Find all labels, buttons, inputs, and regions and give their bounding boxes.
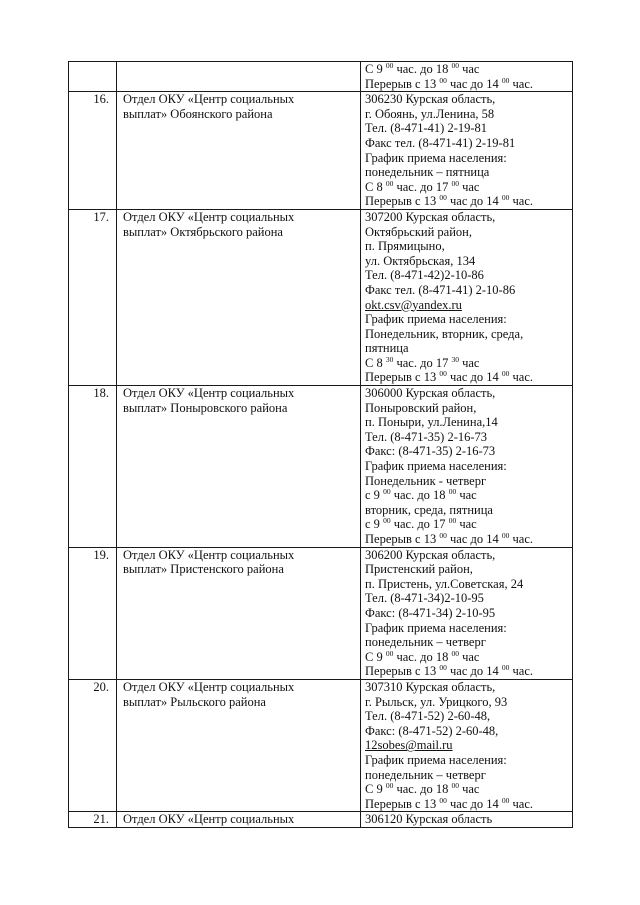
contact-line [365,812,572,827]
office-name-line: выплат» Рыльского района [123,694,266,709]
contact-line [365,650,572,665]
contact-text: час. до 18 [390,488,449,503]
time-minutes: 00 [439,664,447,673]
contact-line [365,562,572,577]
contact-text: пятница [365,341,409,356]
contact-text: Перерыв с 13 [365,664,440,679]
contact-text: Факс: (8-471-35) 2-16-73 [365,444,496,459]
time-minutes: 00 [451,782,459,791]
row-number: 21. [69,812,117,828]
office-contacts-cell [361,812,573,828]
table-row [69,209,573,385]
contact-text: Перерыв с 13 [365,194,440,209]
office-name-cell [117,547,361,679]
contact-text: ул. Октябрьская, 134 [365,253,476,268]
contact-text: с 9 [365,488,384,503]
office-name-line: Отдел ОКУ «Центр социальных [123,812,295,827]
contact-text: понедельник – пятница [365,165,490,180]
email-link[interactable]: okt.csv@yandex.ru [365,297,462,312]
contact-text: час [456,517,477,532]
contact-text: С 9 [365,649,386,664]
contact-text: час. до 17 [393,179,452,194]
contact-text: г. Рыльск, ул. Урицкого, 93 [365,694,508,709]
contact-text: час. [509,76,533,91]
contact-text: 306000 Курская область, [365,386,496,401]
office-contacts-cell [361,209,573,385]
office-contacts-cell [361,547,573,679]
time-minutes: 00 [501,664,510,673]
contact-text: час до 14 [446,194,502,209]
row-number [69,62,117,92]
time-minutes: 00 [385,649,394,658]
row-number: 16. [69,92,117,210]
contact-text: п. Прямицыно, [365,239,445,254]
contact-line [365,664,572,679]
contact-line [365,503,572,518]
time-minutes: 00 [501,194,510,203]
contact-text: час. до 18 [393,649,452,664]
contact-text: Понедельник - четверг [365,473,487,488]
table-row [69,92,573,210]
contact-line [365,210,572,225]
contact-line [365,327,572,342]
office-name-cell [117,386,361,548]
contact-line [365,239,572,254]
contact-line [365,430,572,445]
contact-text: п. Поныри, ул.Ленина,14 [365,415,498,430]
contact-text: час [458,782,480,797]
contact-line [365,165,572,180]
contact-line [365,151,572,166]
time-minutes: 00 [501,370,510,379]
contact-text: час [458,649,480,664]
contact-text: час до 14 [446,76,502,91]
contact-line [365,136,572,151]
time-minutes: 00 [383,517,391,526]
contact-text: Пристенский район, [365,562,473,577]
contact-text: п. Пристень, ул.Советская, 24 [365,576,524,591]
contact-line [365,709,572,724]
office-name-line: Отдел ОКУ «Центр социальных [123,209,295,224]
contact-text: час. [509,796,533,811]
office-name-line: выплат» Поныровского района [123,400,288,415]
contact-line [365,724,572,739]
time-minutes: 00 [439,76,447,85]
time-minutes: 00 [385,62,394,70]
time-minutes: 00 [385,782,394,791]
office-name-cell [117,209,361,385]
contact-text: Тел. (8-471-35) 2-16-73 [365,429,488,444]
contact-text: График приема населения: [365,752,507,767]
contact-text: час. [509,664,533,679]
contact-text: График приема населения: [365,150,507,165]
contact-text: час. до 17 [390,517,449,532]
contact-text: Перерыв с 13 [365,796,440,811]
contact-line [365,532,572,547]
time-minutes: 00 [451,179,459,188]
contact-line [365,107,572,122]
time-minutes: 00 [501,76,510,85]
contact-text: Факс: (8-471-52) 2-60-48, [365,723,499,738]
office-contacts-cell [361,62,573,92]
time-minutes: 00 [501,532,510,540]
contact-text: с 9 [365,517,384,532]
contact-text: Октябрьский район, [365,224,472,239]
contact-line [365,591,572,606]
contact-text: час. [509,532,533,546]
contact-text: 307310 Курская область, [365,679,496,694]
office-name-line: выплат» Октябрьского района [123,224,283,239]
contact-line [365,312,572,327]
contact-text: г. Обоянь, ул.Ленина, 58 [365,106,495,121]
contact-text: Понедельник, вторник, среда, [365,326,524,341]
contact-text: Поныровский район, [365,400,477,415]
row-number: 20. [69,679,117,811]
contact-text: 306120 Курская область [365,812,493,827]
time-minutes: 00 [451,62,459,70]
time-minutes: 00 [451,649,459,658]
contact-line [365,621,572,636]
contact-text: 307200 Курская область, [365,209,496,224]
contact-line [365,680,572,695]
contact-text: час до 14 [446,532,502,546]
office-name-line: Отдел ОКУ «Центр социальных [123,92,295,107]
contact-text: час. до 17 [393,355,452,370]
contact-text: Тел. (8-471-34)2-10-95 [365,591,484,606]
office-name-cell [117,92,361,210]
office-name-cell [117,812,361,828]
contact-line [365,517,572,532]
contact-text: С 9 [365,62,386,76]
contact-line [365,797,572,812]
contact-line [365,92,572,107]
contact-line [365,283,572,298]
office-contacts-cell [361,92,573,210]
contact-line [365,474,572,489]
contact-text: Факс тел. (8-471-41) 2-10-86 [365,282,516,297]
contact-line [365,444,572,459]
office-name-line: выплат» Пристенского района [123,562,284,577]
office-contacts-cell [361,386,573,548]
contact-text: понедельник – четверг [365,635,486,650]
contact-text: График приема населения: [365,620,507,635]
time-minutes: 00 [439,370,447,379]
contact-text: С 8 [365,179,386,194]
contact-text: Факс: (8-471-34) 2-10-95 [365,605,496,620]
contact-text: Тел. (8-471-52) 2-60-48, [365,709,491,724]
contact-line [365,606,572,621]
contact-text: Перерыв с 13 [365,370,440,385]
contact-text: 306200 Курская область, [365,547,496,562]
contact-text: час. [509,370,533,385]
contact-text: 306230 Курская область, [365,92,496,107]
table-row [69,547,573,679]
contact-line [365,298,572,313]
time-minutes: 00 [439,532,447,540]
contact-line [365,401,572,416]
contact-line [365,268,572,283]
email-link[interactable]: 12sobes@mail.ru [365,738,453,753]
office-contacts-cell [361,679,573,811]
contact-text: час [458,62,480,76]
contact-text: час [458,179,480,194]
contact-line [365,180,572,195]
contact-text: час. до 18 [393,62,452,76]
contact-line [365,386,572,401]
contact-text: час до 14 [446,370,502,385]
contact-text: вторник, среда, пятница [365,502,493,517]
contact-text: час [458,355,480,370]
contact-text: График приема населения: [365,312,507,327]
time-minutes: 00 [383,488,391,497]
contact-line [365,577,572,592]
row-number: 19. [69,547,117,679]
contact-text: Тел. (8-471-42)2-10-86 [365,268,484,283]
contact-line [365,782,572,797]
contact-text: Перерыв с 13 [365,76,440,91]
contact-line [365,121,572,136]
time-minutes: 00 [439,194,447,203]
contact-line [365,753,572,768]
contact-line [365,548,572,563]
contact-text: График приема населения: [365,459,507,474]
row-number: 17. [69,209,117,385]
office-name-cell [117,62,361,92]
row-number: 18. [69,386,117,548]
contact-line [365,194,572,209]
office-name-line: выплат» Обоянского района [123,106,273,121]
office-name-line: Отдел ОКУ «Центр социальных [123,679,295,694]
office-name-line: Отдел ОКУ «Центр социальных [123,386,295,401]
contact-line [365,488,572,503]
table-row [69,386,573,548]
contact-line [365,341,572,356]
contact-line [365,370,572,385]
offices-table-body [69,62,573,828]
time-minutes: 30 [451,355,459,364]
contact-line [365,225,572,240]
contact-line [365,635,572,650]
contact-text: Перерыв с 13 [365,532,440,546]
time-minutes: 00 [448,488,457,497]
contact-text: С 8 [365,355,386,370]
contact-text: час [456,488,477,503]
time-minutes: 00 [439,796,447,805]
time-minutes: 30 [385,355,394,364]
contact-line [365,77,572,92]
contact-text: час до 14 [446,796,502,811]
contact-line [365,459,572,474]
contact-text: понедельник – четверг [365,767,486,782]
office-name-line: Отдел ОКУ «Центр социальных [123,547,295,562]
contact-line [365,695,572,710]
contact-text: С 9 [365,782,386,797]
contact-line [365,254,572,269]
contact-line [365,738,572,753]
offices-table [68,61,573,828]
contact-line [365,356,572,371]
table-row [69,679,573,811]
contact-line [365,415,572,430]
contact-text: Факс тел. (8-471-41) 2-19-81 [365,135,516,150]
office-name-cell [117,679,361,811]
contact-text: час. [509,194,533,209]
contact-line [365,768,572,783]
time-minutes: 00 [385,179,394,188]
contact-text: час до 14 [446,664,502,679]
contact-text: Тел. (8-471-41) 2-19-81 [365,121,488,136]
table-row [69,62,573,92]
time-minutes: 00 [501,796,510,805]
time-minutes: 00 [448,517,457,526]
table-row [69,812,573,828]
contact-text: час. до 18 [393,782,452,797]
contact-line [365,62,572,77]
